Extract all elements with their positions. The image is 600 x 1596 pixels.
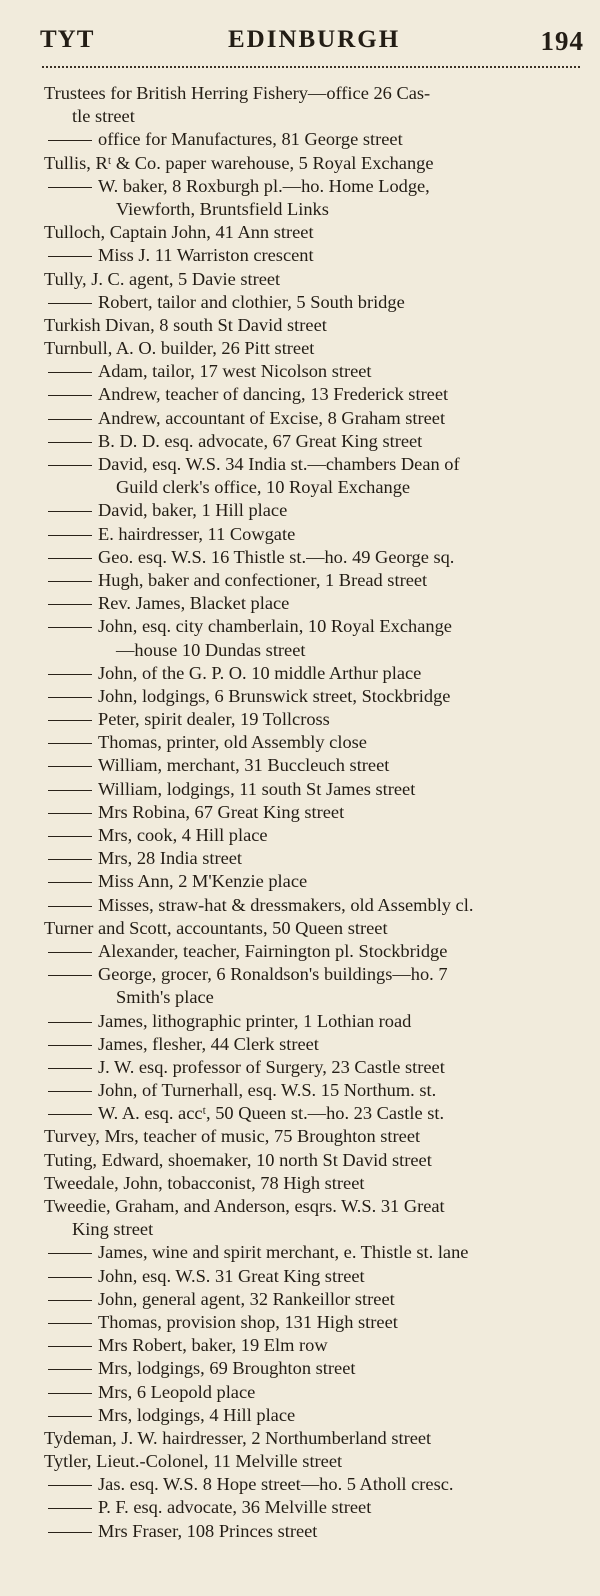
entry-text: Turkish Divan, 8 south St David street xyxy=(44,314,327,335)
entry-text: James, flesher, 44 Clerk street xyxy=(98,1033,319,1054)
ditto-dash xyxy=(48,790,92,791)
entry-text: Hugh, baker and confectioner, 1 Bread street xyxy=(98,569,428,590)
entry-text: John, lodgings, 6 Brunswick street, Stockbridge xyxy=(98,685,451,706)
ditto-dash xyxy=(48,1323,92,1324)
entry-text: Viewforth, Bruntsfield Links xyxy=(116,198,329,219)
entry-text: Geo. esq. W.S. 16 Thistle st.—ho. 49 George sq. xyxy=(98,546,455,567)
directory-subentry xyxy=(44,175,586,198)
ditto-dash xyxy=(48,395,92,396)
directory-subentry xyxy=(44,1357,586,1380)
entry-text: William, merchant, 31 Buccleuch street xyxy=(98,755,390,776)
directory-subentry xyxy=(44,244,586,267)
entry-text: Tytler, Lieut.-Colonel, 11 Melville street xyxy=(44,1451,343,1472)
entry-text: Mrs, lodgings, 4 Hill place xyxy=(98,1404,296,1425)
directory-entry xyxy=(44,152,586,175)
entry-text: John, of Turnerhall, esq. W.S. 15 Northum. st. xyxy=(98,1080,437,1101)
entry-text: Mrs, lodgings, 69 Broughton street xyxy=(98,1358,356,1379)
entry-text: Alexander, teacher, Fairnington pl. Stockbridge xyxy=(98,940,448,961)
entry-text: Jas. esq. W.S. 8 Hope street—ho. 5 Atholl cresc. xyxy=(98,1474,454,1495)
entry-text: B. D. D. esq. advocate, 67 Great King street xyxy=(98,430,423,451)
directory-subentry xyxy=(44,383,586,406)
running-header xyxy=(40,26,584,62)
page-number: 194 xyxy=(540,26,584,56)
ditto-dash xyxy=(48,975,92,976)
ditto-dash xyxy=(48,1253,92,1254)
entry-text: P. F. esq. advocate, 36 Melville street xyxy=(98,1497,372,1518)
directory-subentry xyxy=(44,708,586,731)
directory-subentry xyxy=(44,754,586,777)
directory-subentry-continuation xyxy=(44,639,586,662)
directory-subentry xyxy=(44,847,586,870)
entry-text: Tydeman, J. W. hairdresser, 2 Northumberland street xyxy=(44,1427,432,1448)
ditto-dash xyxy=(48,813,92,814)
entry-text: David, esq. W.S. 34 India st.—chambers Dean of xyxy=(98,454,460,474)
ditto-dash xyxy=(48,743,92,744)
entry-text: Tully, J. C. agent, 5 Davie street xyxy=(44,268,281,289)
ditto-dash xyxy=(48,535,92,536)
entry-text: John, general agent, 32 Rankeillor street xyxy=(98,1288,395,1309)
ditto-dash xyxy=(48,836,92,837)
directory-subentry xyxy=(44,801,586,824)
entry-text: Andrew, accountant of Excise, 8 Graham street xyxy=(98,407,446,428)
directory-entry xyxy=(44,337,586,360)
entry-text: Tulloch, Captain John, 41 Ann street xyxy=(44,222,314,243)
directory-entry xyxy=(44,221,586,244)
ditto-dash xyxy=(48,1091,92,1092)
ditto-dash xyxy=(48,1114,92,1115)
directory-subentry xyxy=(44,499,586,522)
directory-entry-continuation xyxy=(44,105,586,128)
directory-subentry xyxy=(44,523,586,546)
directory-subentry xyxy=(44,662,586,685)
directory-entry xyxy=(44,1125,586,1148)
entry-text: Andrew, teacher of dancing, 13 Frederick street xyxy=(98,384,449,405)
entry-text: Mrs, cook, 4 Hill place xyxy=(98,825,268,845)
entry-text: Tweedie, Graham, and Anderson, esqrs. W.S. 31 Great xyxy=(44,1196,445,1216)
directory-subentry xyxy=(44,453,586,476)
entry-text: J. W. esq. professor of Surgery, 23 Castle street xyxy=(98,1056,445,1077)
ditto-dash xyxy=(48,1277,92,1278)
entry-text: Mrs Robina, 67 Great King street xyxy=(98,801,345,822)
entry-text: Trustees for British Herring Fishery—office 26 Cas- xyxy=(44,83,431,103)
entry-text: Smith's place xyxy=(116,987,214,1008)
directory-subentry xyxy=(44,1010,586,1033)
ditto-dash xyxy=(48,882,92,883)
directory-subentry xyxy=(44,430,586,453)
ditto-dash xyxy=(48,697,92,698)
ditto-dash xyxy=(48,581,92,582)
entry-text: Turnbull, A. O. builder, 26 Pitt street xyxy=(44,338,315,359)
ditto-dash xyxy=(48,1022,92,1023)
ditto-dash xyxy=(48,906,92,907)
entry-text: Tuting, Edward, shoemaker, 10 north St David street xyxy=(44,1149,432,1170)
directory-subentry xyxy=(44,1241,586,1264)
entry-text: Rev. James, Blacket place xyxy=(98,593,290,614)
directory-subentry xyxy=(44,1334,586,1357)
directory-subentry xyxy=(44,1473,586,1496)
directory-subentry xyxy=(44,1496,586,1519)
entry-text: George, grocer, 6 Ronaldson's buildings—ho. 7 xyxy=(98,964,448,985)
ditto-dash xyxy=(48,511,92,512)
entry-text: James, wine and spirit merchant, e. Thistle st. lane xyxy=(98,1242,469,1263)
entry-text: Mrs, 28 India street xyxy=(98,848,243,869)
directory-subentry xyxy=(44,1404,586,1427)
directory-subentry xyxy=(44,1102,586,1125)
directory-subentry xyxy=(44,963,586,986)
entry-text: John, of the G. P. O. 10 middle Arthur place xyxy=(98,662,422,683)
directory-subentry xyxy=(44,940,586,963)
entry-text: Miss J. 11 Warriston crescent xyxy=(98,245,314,266)
directory-subentry xyxy=(44,685,586,708)
entry-text: tle street xyxy=(72,106,135,127)
directory-subentry xyxy=(44,824,586,847)
entry-text: Thomas, printer, old Assembly close xyxy=(98,732,367,753)
ditto-dash xyxy=(48,256,92,257)
entry-text: King street xyxy=(72,1219,154,1240)
entry-text: Adam, tailor, 17 west Nicolson street xyxy=(98,361,372,382)
ditto-dash xyxy=(48,465,92,466)
ditto-dash xyxy=(48,1369,92,1370)
entry-text: W. A. esq. accᵗ, 50 Queen st.—ho. 23 Castle st. xyxy=(98,1103,445,1124)
entry-text: William, lodgings, 11 south St James street xyxy=(98,778,416,799)
directory-entries xyxy=(44,82,586,1543)
entry-text: Guild clerk's office, 10 Royal Exchange xyxy=(116,477,411,498)
directory-subentry xyxy=(44,407,586,430)
ditto-dash xyxy=(48,187,92,188)
directory-entry xyxy=(44,1450,586,1473)
ditto-dash xyxy=(48,859,92,860)
ditto-dash xyxy=(48,1393,92,1394)
directory-subentry xyxy=(44,1056,586,1079)
entry-text: Tweedale, John, tobacconist, 78 High street xyxy=(44,1172,365,1193)
ditto-dash xyxy=(48,627,92,628)
ditto-dash xyxy=(48,372,92,373)
entry-text: Mrs Robert, baker, 19 Elm row xyxy=(98,1335,328,1356)
entry-text: Thomas, provision shop, 131 High street xyxy=(98,1311,398,1332)
directory-subentry xyxy=(44,291,586,314)
directory-subentry xyxy=(44,1520,586,1543)
directory-subentry xyxy=(44,360,586,383)
ditto-dash xyxy=(48,442,92,443)
directory-subentry xyxy=(44,592,586,615)
entry-text: Turner and Scott, accountants, 50 Queen street xyxy=(44,917,388,938)
entry-text: —house 10 Dundas street xyxy=(116,639,306,660)
entry-text: John, esq. city chamberlain, 10 Royal Exchange xyxy=(98,616,452,637)
ditto-dash xyxy=(48,1346,92,1347)
ditto-dash xyxy=(48,140,92,141)
directory-subentry-continuation xyxy=(44,986,586,1009)
ditto-dash xyxy=(48,1485,92,1486)
ditto-dash xyxy=(48,766,92,767)
directory-subentry xyxy=(44,1265,586,1288)
directory-entry xyxy=(44,1427,586,1450)
directory-subentry xyxy=(44,128,586,151)
entry-text: James, lithographic printer, 1 Lothian road xyxy=(98,1010,412,1031)
directory-subentry xyxy=(44,615,586,638)
header-title: EDINBURGH xyxy=(228,26,401,53)
directory-subentry-continuation xyxy=(44,476,586,499)
directory-entry xyxy=(44,82,586,105)
directory-entry xyxy=(44,1149,586,1172)
directory-subentry-continuation xyxy=(44,198,586,221)
header-guide-word: TYT xyxy=(40,26,95,53)
directory-subentry xyxy=(44,1311,586,1334)
directory-subentry xyxy=(44,870,586,893)
entry-text: E. hairdresser, 11 Cowgate xyxy=(98,523,296,544)
ditto-dash xyxy=(48,1045,92,1046)
entry-text: office for Manufactures, 81 George street xyxy=(98,129,403,150)
entry-text: Miss Ann, 2 M'Kenzie place xyxy=(98,871,308,892)
entry-text: W. baker, 8 Roxburgh pl.—ho. Home Lodge, xyxy=(98,175,430,196)
directory-subentry xyxy=(44,778,586,801)
ditto-dash xyxy=(48,1508,92,1509)
ditto-dash xyxy=(48,1416,92,1417)
directory-subentry xyxy=(44,1381,586,1404)
ditto-dash xyxy=(48,1532,92,1533)
entry-text: Peter, spirit dealer, 19 Tollcross xyxy=(98,709,330,730)
header-rule xyxy=(42,66,580,68)
ditto-dash xyxy=(48,1068,92,1069)
directory-subentry xyxy=(44,1033,586,1056)
ditto-dash xyxy=(48,1300,92,1301)
ditto-dash xyxy=(48,720,92,721)
ditto-dash xyxy=(48,558,92,559)
directory-entry xyxy=(44,314,586,337)
directory-entry xyxy=(44,1172,586,1195)
directory-entry xyxy=(44,1195,586,1218)
entry-text: Tullis, Rᵗ & Co. paper warehouse, 5 Royal Exchange xyxy=(44,152,434,173)
ditto-dash xyxy=(48,952,92,953)
directory-subentry xyxy=(44,546,586,569)
directory-entry-continuation xyxy=(44,1218,586,1241)
entry-text: Misses, straw-hat & dressmakers, old Assembly cl. xyxy=(98,894,474,915)
entry-text: David, baker, 1 Hill place xyxy=(98,500,288,521)
ditto-dash xyxy=(48,303,92,304)
entry-text: Mrs Fraser, 108 Princes street xyxy=(98,1520,318,1541)
directory-subentry xyxy=(44,894,586,917)
directory-subentry xyxy=(44,569,586,592)
directory-subentry xyxy=(44,1288,586,1311)
entry-text: Robert, tailor and clothier, 5 South bridge xyxy=(98,291,405,312)
directory-subentry xyxy=(44,731,586,754)
entry-text: Mrs, 6 Leopold place xyxy=(98,1381,256,1402)
ditto-dash xyxy=(48,674,92,675)
ditto-dash xyxy=(48,604,92,605)
directory-entry xyxy=(44,917,586,940)
directory-subentry xyxy=(44,1079,586,1102)
entry-text: John, esq. W.S. 31 Great King street xyxy=(98,1265,365,1286)
entry-text: Turvey, Mrs, teacher of music, 75 Broughton street xyxy=(44,1126,421,1147)
directory-entry xyxy=(44,268,586,291)
ditto-dash xyxy=(48,419,92,420)
